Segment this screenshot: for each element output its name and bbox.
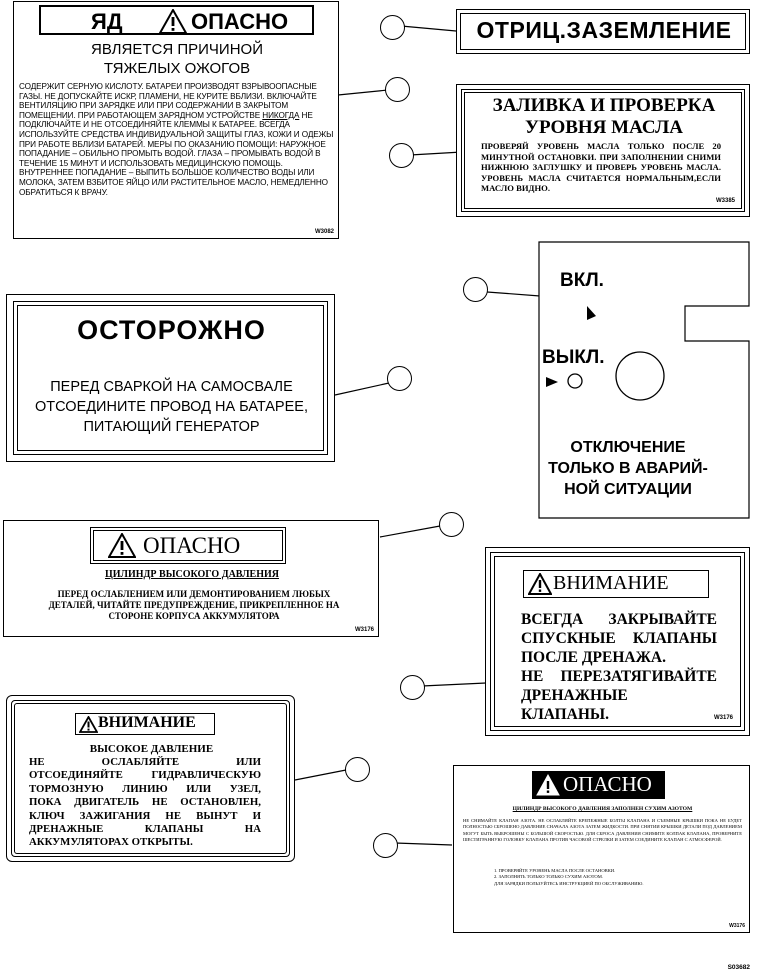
pressure-line-6: ДРЕНАЖНЫЕ КЛАПАНЫ НА bbox=[29, 823, 261, 836]
battery-code: W3082 bbox=[314, 229, 334, 235]
cylinder-header bbox=[90, 527, 286, 564]
welding-body bbox=[7, 377, 336, 437]
pressure-caution-label bbox=[6, 695, 295, 862]
battery-body-text-2: НЕ ПОДКЛЮЧАЙТЕ И НЕ ОТСОЕДИНЯЙТЕ КЛЕММЫ К БАТАРЕЕ. ВСЕГДА ИСПОЛЬЗУЙТЕ СРЕДСТВА ИНДИВИДУАЛЬНОЙ ЗАЩИТЫ ГЛАЗ, КОЖИ И ОДЕЖЫ ПРИ РАБОТЕ ВБЛИЗИ БАТАРЕЙ. МЕРЫ ПО ОКАЗАНИЮ ПОМОЩИ: НАРУЖНОЕ ПОПАДАНИЕ – ОБИЛЬНО ПРОМЫТЬ ВОДОЙ. ГЛАЗА – ПРОМЫВАТЬ ВОДОЙ В ТЕЧЕНИЕ 15 МИНУТ И ИСПОЛЬЗОВАТЬ МЕДИЦИНСКУЮ ПОМОЩЬ. ВНУТРЕННЕЕ ПОПАДАНИЕ – ВЫПИТЬ БОЛЬШОЕ КОЛИЧЕСТВО ВОДЫ ИЛИ МОЛОКА, ЗАТЕМ ВЗБИТОЕ ЯЙЦО ИЛИ РАСТИТЕЛЬНОЕ МАСЛО, НЕМЕДЛЕННО ОБРАТИТЬСЯ К ВРАЧУ. bbox=[19, 110, 334, 197]
warning-triangle-icon bbox=[108, 533, 136, 558]
oil-title bbox=[457, 95, 751, 139]
battery-header-left: ЯД bbox=[91, 9, 123, 34]
pressure-line-7: АККУМУЛЯТОРАХ ОТКРЫТЫ. bbox=[29, 836, 193, 849]
welding-title: ОСТОРОЖНО bbox=[77, 315, 266, 345]
welding-line-1: ПЕРЕД СВАРКОЙ НА САМОСВАЛЕ bbox=[50, 379, 293, 395]
accumulator-step-1: 1. ПРОВЕРЯЙТЕ УРОВЕНЬ МАСЛА ПОСЛЕ ОСТАНОВКИ. bbox=[494, 868, 616, 873]
callout-cylinder bbox=[439, 512, 464, 537]
switch-on: ВКЛ. bbox=[560, 270, 604, 291]
drain-line-3: ПОСЛЕ ДРЕНАЖА. bbox=[521, 649, 666, 666]
battery-body bbox=[19, 82, 335, 197]
cylinder-danger-label bbox=[3, 520, 379, 637]
pressure-line-2: ОТСОЕДИНЯЙТЕ ГИДРАВЛИЧЕСКУЮ bbox=[29, 769, 261, 782]
oil-label bbox=[456, 84, 750, 217]
battery-body-underlined: НИКОГДА bbox=[262, 110, 300, 120]
drain-caution-label bbox=[485, 547, 750, 736]
callout-accumulator bbox=[373, 833, 398, 858]
switch-text-3: НОЙ СИТУАЦИИ bbox=[564, 481, 692, 498]
pressure-line-5: КЛЮЧ ЗАЖИГАНИЯ НЕ ВЫНУТ И bbox=[29, 809, 261, 822]
accumulator-step-3: ДЛЯ ЗАРЯДКИ ПОЛЬЗУЙТЕСЬ ИНСТРУКЦИЕЙ ПО ОБСЛУЖИВАНИЮ. bbox=[494, 880, 644, 886]
oil-title-2: УРОВНЯ МАСЛА bbox=[525, 117, 683, 138]
accumulator-subtitle: ЦИЛИНДР ВЫСОКОГО ДАВЛЕНИЯ ЗАПОЛНЕН СУХИМ АЗОТОМ bbox=[512, 806, 693, 812]
oil-body: ПРОВЕРЯЙ УРОВЕНЬ МАСЛА ТОЛЬКО ПОСЛЕ 20 МИНУТНОЙ ОСТАНОВКИ. ПРИ ЗАПОЛНЕНИИ СНИМИ НИЖНЮЮ ЗАГЛУШКУ И ПРОВЕРЬ УРОВЕНЬ МАСЛА. УРОВЕНЬ МАСЛА СЧИТАЕТСЯ НОРМАЛЬНЫМ,ЕСЛИ МАСЛО ВИДНО. bbox=[481, 141, 721, 194]
callout-welding bbox=[387, 366, 412, 391]
warning-triangle-icon bbox=[79, 716, 98, 733]
warning-triangle-icon bbox=[159, 9, 187, 34]
drain-header bbox=[523, 570, 709, 598]
cylinder-code: W3176 bbox=[354, 627, 374, 633]
oil-title-1: ЗАЛИВКА И ПРОВЕРКА bbox=[492, 95, 716, 116]
warning-triangle-icon bbox=[536, 774, 560, 796]
callout-oil bbox=[389, 143, 414, 168]
negative-ground-label bbox=[456, 9, 750, 54]
battery-subtitle bbox=[14, 40, 340, 78]
cylinder-header-text: ОПАСНО bbox=[143, 533, 241, 558]
pressure-header-text: ВНИМАНИЕ bbox=[98, 714, 196, 731]
battery-header bbox=[39, 5, 314, 35]
accumulator-body: НЕ СНИМАЙТЕ КЛАПАН АЗОТА. НЕ ОСЛАБЛЯЙТЕ КРЕПЕЖНЫЕ БОЛТЫ КЛАПАНА И СЪЕМНЫЕ КРЫШКИ ПОКА НЕ БУДЕТ ПОЛНОСТЬЮ СБРОШЕНО ДАВЛЕНИЕ СНАЧАЛА АЗОТА ЗАТЕМ ЖИДКОСТИ. ПРИ СНЯТИИ КРЫШКИ ДЕТАЛИ ПОД ДАВЛЕНИЕМ МОГУТ БЫТЬ ВЫБРОШЕНЫ С БОЛЬШОЙ СКОРОСТЬЮ. ДЛЯ СБРОСА ДАВЛЕНИЯ СНИМИТЕ КОЛПАК КЛАПАНА, ПРОВЕРНИТЕ ШЕСТИГРАННУЮ ГОЛОВКУ КЛАПАНА ПРОТИВ ЧАСОВОЙ СТРЕЛКИ И ЗАТЕМ СОЕДИНИТЕ КЛАПАН С АТМОСФЕРОЙ. bbox=[463, 818, 742, 843]
battery-danger-label bbox=[13, 1, 339, 239]
pressure-header bbox=[75, 713, 215, 735]
drain-line-2: СПУСКНЫЕ КЛАПАНЫ bbox=[521, 630, 717, 647]
drain-body bbox=[521, 610, 717, 724]
cylinder-body: ПЕРЕД ОСЛАБЛЕНИЕМ ИЛИ ДЕМОНТИРОВАНИЕМ ЛЮБЫХ ДЕТАЛЕЙ, ЧИТАЙТЕ ПРЕДУПРЕЖДЕНИЕ, ПРИКРЕПЛЕННОЕ НА СТОРОНЕ КОРПУСА АККУМУЛЯТОРА bbox=[48, 589, 340, 621]
battery-body-text: СОДЕРЖИТ СЕРНУЮ КИСЛОТУ. БАТАРЕИ ПРОИЗВОДЯТ ВЗРЫВООПАСНЫЕ ГАЗЫ. НЕ ДОПУСКАЙТЕ ИСКР, ПЛАМЕНИ, НЕ КУРИТЕ ВБЛИЗИ. ВКЛЮЧАЙТЕ ВЕНТИЛЯЦИЮ ПРИ ЗАРЯДКЕ ИЛИ ПРИ СОДЕРЖАНИИ В ЗАКРЫТОМ ПОМЕЩЕНИИ. ПРИ РАБОТАЮЩЕМ ЗАРЯДНОМ УСТРОЙСТВЕ bbox=[19, 82, 317, 120]
warning-triangle-icon bbox=[528, 573, 552, 595]
battery-header-right: ОПАСНО bbox=[191, 9, 289, 34]
callout-battery bbox=[385, 77, 410, 102]
welding-line-3: ПИТАЮЩИЙ ГЕНЕРАТОР bbox=[83, 419, 260, 435]
battery-subtitle-1: ЯВЛЯЕТСЯ ПРИЧИНОЙ bbox=[91, 41, 263, 58]
accumulator-code: W3176 bbox=[729, 923, 745, 929]
cylinder-subtitle: ЦИЛИНДР ВЫСОКОГО ДАВЛЕНИЯ bbox=[104, 569, 279, 580]
drain-line-1: ВСЕГДА ЗАКРЫВАЙТЕ bbox=[521, 611, 717, 628]
drain-line-4: НЕ ПЕРЕЗАТЯГИВАЙТЕ bbox=[521, 668, 717, 685]
drain-code: W3176 bbox=[713, 715, 733, 721]
switch-off: ВЫКЛ. bbox=[542, 347, 605, 368]
accumulator-steps bbox=[494, 868, 724, 887]
switch-text-1: ОТКЛЮЧЕНИЕ bbox=[570, 439, 686, 456]
callout-drain bbox=[400, 675, 425, 700]
pressure-subtitle: ВЫСОКОЕ ДАВЛЕНИЕ bbox=[89, 743, 214, 755]
figure-code: S03682 bbox=[727, 964, 750, 971]
pressure-line-4: ПОКА ДВИГАТЕЛЬ НЕ ОСТАНОВЛЕН, bbox=[29, 796, 261, 809]
callout-pressure bbox=[345, 757, 370, 782]
pressure-body bbox=[29, 756, 261, 850]
accumulator-header-text: ОПАСНО bbox=[563, 772, 652, 796]
battery-subtitle-2: ТЯЖЕЛЫХ ОЖОГОВ bbox=[103, 60, 251, 77]
switch-text-2: ТОЛЬКО В АВАРИЙ- bbox=[548, 460, 708, 477]
callout-switch bbox=[463, 277, 488, 302]
drain-line-5: ДРЕНАЖНЫЕ КЛАПАНЫ. bbox=[521, 687, 628, 723]
accumulator-danger-label bbox=[453, 765, 750, 933]
drain-header-text: ВНИМАНИЕ bbox=[553, 572, 669, 594]
welding-caution-label bbox=[6, 294, 335, 462]
oil-code: W3385 bbox=[715, 198, 735, 204]
pressure-line-1: НЕ ОСЛАБЛЯЙТЕ ИЛИ bbox=[29, 756, 261, 768]
welding-line-2: ОТСОЕДИНИТЕ ПРОВОД НА БАТАРЕЕ, bbox=[35, 399, 308, 415]
accumulator-step-2: 2. ЗАПОЛНЯТЬ ТОЛЬКО ТОЛЬКО СУХИМ АЗОТОМ. bbox=[494, 874, 603, 880]
pressure-line-3: ТОРМОЗНУЮ ЛИНИЮ ИЛИ УЗЕЛ, bbox=[29, 782, 261, 795]
negative-ground-text: ОТРИЦ.ЗАЗЕМЛЕНИЕ bbox=[476, 17, 732, 43]
callout-negative-ground bbox=[380, 15, 405, 40]
switch-text bbox=[538, 437, 718, 500]
accumulator-header bbox=[532, 771, 665, 799]
